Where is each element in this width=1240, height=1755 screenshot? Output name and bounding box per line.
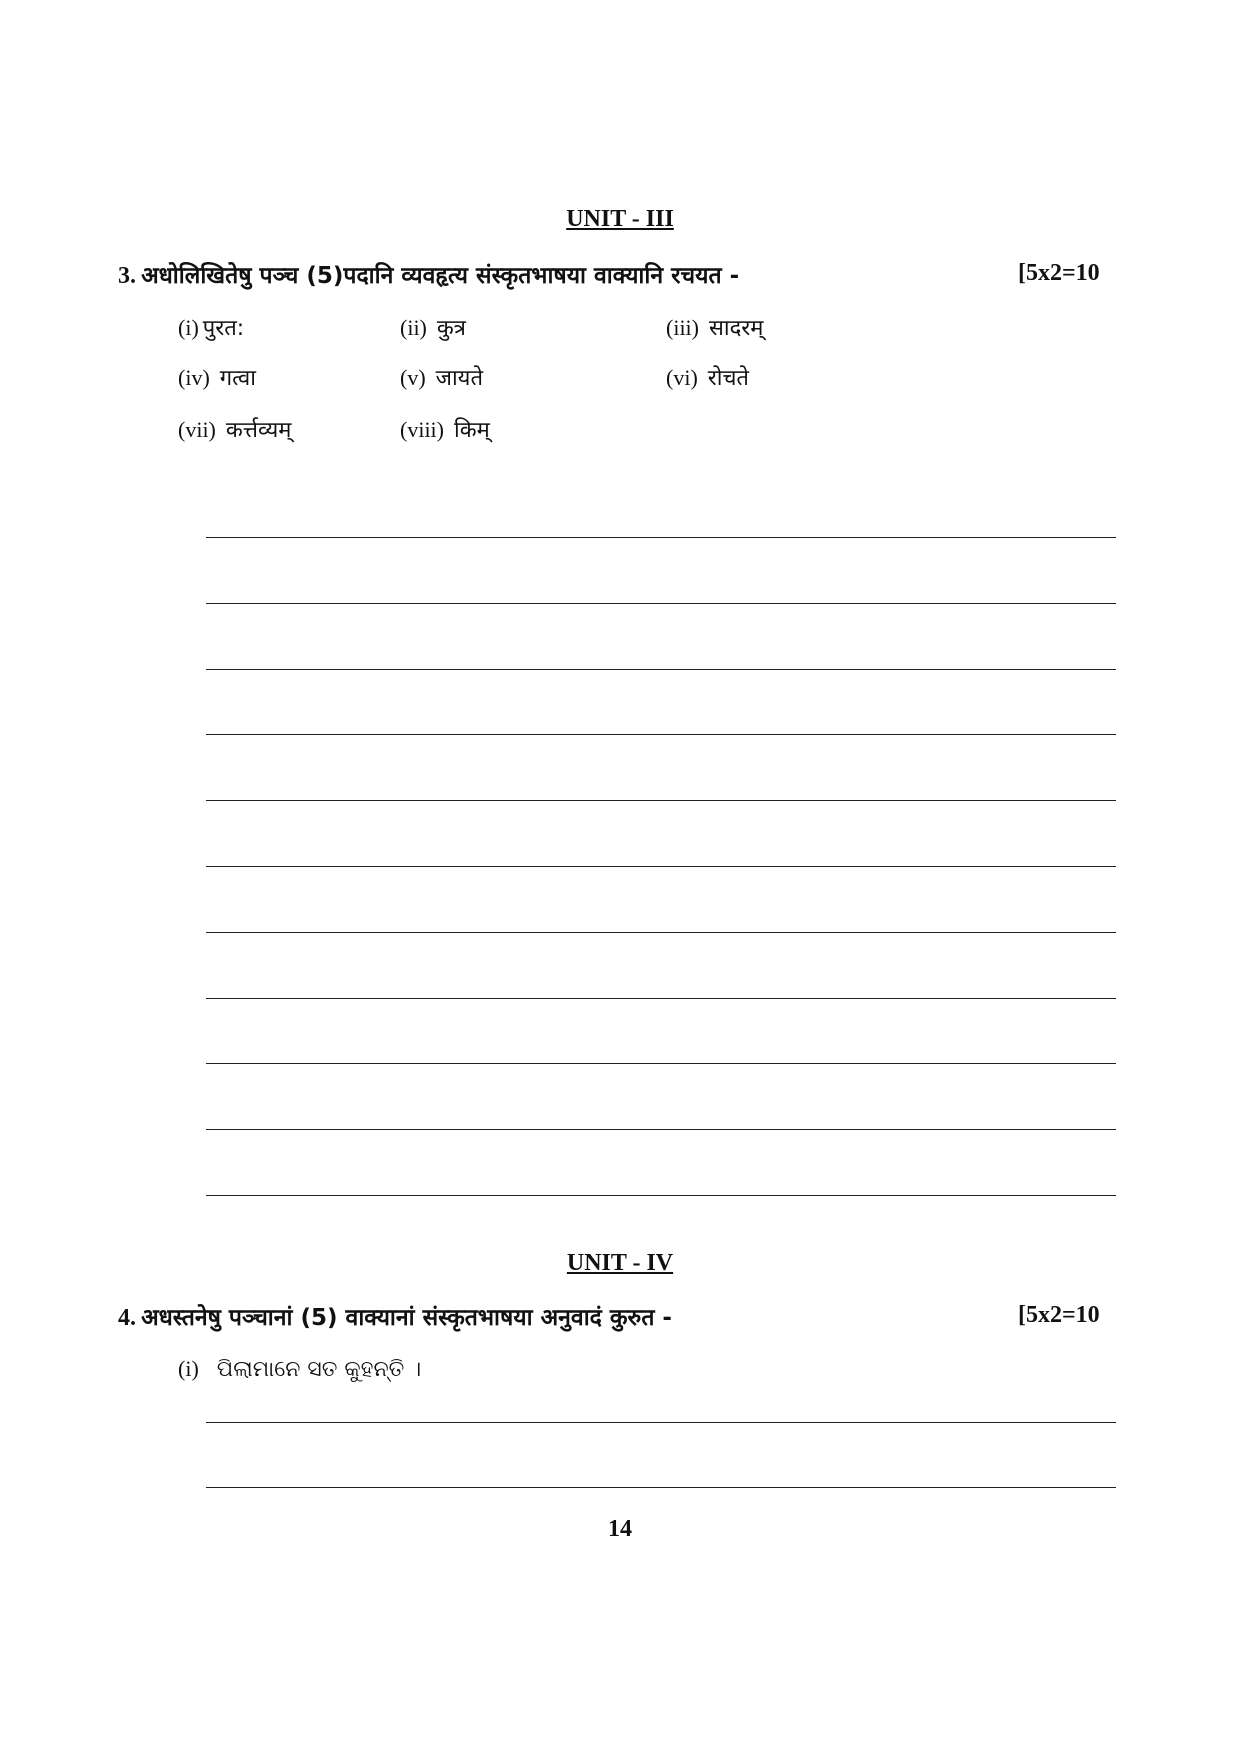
option-iv bbox=[178, 362, 256, 392]
option-label: (i) bbox=[178, 315, 199, 340]
option-i bbox=[178, 312, 244, 342]
answer-line[interactable] bbox=[206, 1422, 1116, 1423]
option-word: गत्वा bbox=[219, 366, 256, 391]
option-word: सादरम् bbox=[709, 316, 764, 341]
option-vi bbox=[666, 362, 749, 392]
unit-3-heading: UNIT - III bbox=[566, 206, 674, 232]
answer-line[interactable] bbox=[206, 932, 1116, 933]
answer-line[interactable] bbox=[206, 1487, 1116, 1488]
answer-line[interactable] bbox=[206, 800, 1116, 801]
option-label: (iii) bbox=[666, 315, 699, 340]
option-word: रोचते bbox=[707, 366, 749, 391]
option-label: (viii) bbox=[400, 417, 444, 442]
option-viii bbox=[400, 414, 490, 444]
option-word: कुत्र bbox=[436, 316, 466, 341]
answer-line[interactable] bbox=[206, 537, 1116, 538]
unit-4-heading: UNIT - IV bbox=[566, 1250, 674, 1276]
option-word: जायते bbox=[435, 366, 483, 391]
answer-line[interactable] bbox=[206, 734, 1116, 735]
question-text: अधस्तनेषु पञ्चानां (5) वाक्यानां संस्कृतभाषया अनुवादं कुरुत - bbox=[141, 1305, 672, 1331]
translation-item-i bbox=[178, 1356, 421, 1382]
option-v bbox=[400, 362, 483, 392]
option-label: (ii) bbox=[400, 315, 427, 340]
question-4 bbox=[118, 1300, 672, 1332]
question-text: अधोलिखितेषु पञ्च (5)पदानि व्यवहृत्य संस्कृतभाषया वाक्यानि रचयत - bbox=[141, 263, 740, 289]
question-3 bbox=[118, 258, 739, 290]
option-label: (vi) bbox=[666, 365, 698, 390]
question-number: 3. bbox=[118, 263, 136, 289]
option-word: पुरत: bbox=[202, 316, 245, 341]
page-number: 14 bbox=[608, 1516, 632, 1542]
answer-line[interactable] bbox=[206, 669, 1116, 670]
option-ii bbox=[400, 312, 466, 342]
answer-line[interactable] bbox=[206, 1129, 1116, 1130]
option-label: (vii) bbox=[178, 417, 216, 442]
question-4-marks: [5x2=10 bbox=[1018, 1302, 1100, 1328]
question-number: 4. bbox=[118, 1305, 136, 1331]
question-3-marks: [5x2=10 bbox=[1018, 260, 1100, 286]
option-label: (iv) bbox=[178, 365, 210, 390]
option-word: कर्त्तव्यम् bbox=[225, 418, 292, 443]
option-label: (v) bbox=[400, 365, 426, 390]
answer-line[interactable] bbox=[206, 603, 1116, 604]
answer-line[interactable] bbox=[206, 998, 1116, 999]
answer-line[interactable] bbox=[206, 866, 1116, 867]
answer-line[interactable] bbox=[206, 1063, 1116, 1064]
answer-line[interactable] bbox=[206, 1195, 1116, 1196]
item-text: ପିଲାମାନେ ସତ କୁହନ୍ତି । bbox=[216, 1357, 422, 1382]
option-vii bbox=[178, 414, 291, 444]
option-word: किम् bbox=[454, 418, 490, 443]
option-iii bbox=[666, 312, 763, 342]
item-label: (i) bbox=[178, 1356, 199, 1381]
